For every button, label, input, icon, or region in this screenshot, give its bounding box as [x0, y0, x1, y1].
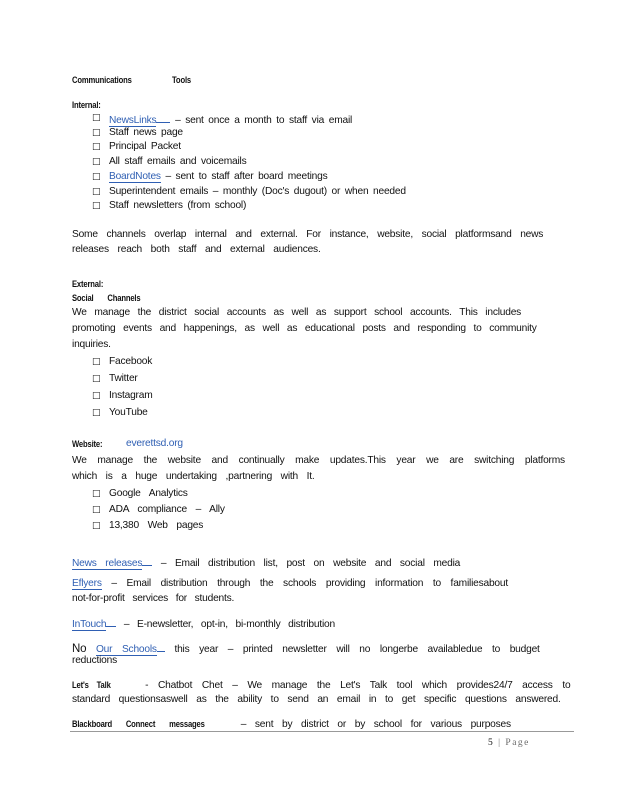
title-right: Tools [172, 75, 191, 85]
page-footer [488, 738, 530, 748]
social-paragraph-line1: We manage the district social accounts as well as support school accounts. This includes [72, 307, 522, 318]
bullet-icon: □ [92, 521, 101, 531]
list-item: Superintendent emails – monthly (Doc's dugout) or when needed [109, 186, 406, 197]
website-label: Website: [72, 439, 103, 449]
intouch-line: InTouch – E-newsletter, opt-in, bi-monthly distribution [72, 616, 335, 631]
website-url-link[interactable]: everettsd.org [126, 438, 183, 449]
lets-talk-label: Let's Talk [72, 680, 111, 690]
social-channels-heading: Social Channels [72, 293, 141, 303]
list-item: YouTube [109, 407, 148, 418]
social-paragraph-line2: promoting events and happenings, as well as educational posts and responding to community [72, 323, 537, 334]
news-releases-line: News releases – Email distribution list, post on website and social media [72, 555, 460, 570]
our-schools-link[interactable]: Our Schools [95, 644, 157, 655]
boardnotes-link[interactable]: BoardNotes [109, 171, 161, 182]
blackboard-line: Blackboard Connect messages – sent by district or by school for various purposes [72, 719, 511, 730]
overlap-note-line2: releases reach both staff and external audiences. [72, 244, 321, 255]
our-schools-line1: No Our Schools this year – printed newsletter will no longerbe availabledue to budget [72, 643, 540, 655]
bullet-icon: □ [92, 201, 101, 211]
lets-talk-line2: standard questionsaswell as the ability to send an email in to get specific questions answered. [72, 694, 561, 705]
intouch-link[interactable]: InTouch [72, 619, 107, 630]
news-releases-link[interactable]: News releases [72, 558, 143, 569]
list-item: 13,380 Web pages [109, 520, 204, 531]
list-item: NewsLinks – sent once a month to staff via email [109, 112, 352, 127]
list-item: Twitter [109, 373, 138, 384]
doc-title-right [172, 74, 191, 86]
social-paragraph-line3: inquiries. [72, 339, 111, 350]
bullet-icon: □ [92, 357, 101, 367]
bullet-icon: □ [92, 142, 101, 152]
bullet-icon: □ [92, 113, 101, 123]
list-item: Google Analytics [109, 488, 188, 499]
bullet-icon: □ [92, 128, 101, 138]
page-number: 5 [488, 738, 495, 748]
bullet-icon: □ [92, 172, 101, 182]
bullet-icon: □ [92, 157, 101, 167]
title-left: Communications [72, 75, 132, 85]
doc-title [72, 74, 132, 86]
bullet-icon: □ [92, 505, 101, 515]
bullet-icon: □ [92, 489, 101, 499]
overlap-note-line1: Some channels overlap internal and external. For instance, website, social platformsand news [72, 229, 544, 240]
lets-talk-line1: Let's Talk - Chatbot Chet – We manage the Let's Talk tool which provides24/7 access to [72, 680, 571, 691]
page-separator: | [498, 738, 502, 748]
list-item: Facebook [109, 356, 153, 367]
bullet-icon: □ [92, 408, 101, 418]
bullet-icon: □ [92, 391, 101, 401]
bullet-icon: □ [92, 374, 101, 384]
eflyers-line2: not-for-profit services for students. [72, 593, 235, 604]
eflyers-line1: Eflyers – Email distribution through the schools providing information to familiesabout [72, 578, 508, 589]
our-schools-line2: reductions [72, 655, 118, 666]
page-word: Page [505, 738, 530, 748]
external-heading: External: [72, 279, 104, 289]
bullet-icon: □ [92, 187, 101, 197]
list-item: Principal Packet [109, 141, 181, 152]
eflyers-link[interactable]: Eflyers [72, 578, 102, 589]
internal-heading: Internal: [72, 100, 101, 110]
list-item: Staff newsletters (from school) [109, 200, 247, 211]
list-item: All staff emails and voicemails [109, 156, 247, 167]
website-paragraph-line2: which is a huge undertaking ,partnering with It. [72, 471, 315, 482]
website-paragraph-line1: We manage the website and continually make updates.This year we are switching platforms [72, 455, 565, 466]
footer-divider [70, 731, 574, 732]
list-item: Instagram [109, 390, 153, 401]
list-item: Staff news page [109, 127, 183, 138]
newslinks-link[interactable]: NewsLinks [109, 115, 157, 126]
list-item: BoardNotes – sent to staff after board meetings [109, 171, 328, 182]
list-item: ADA compliance – Ally [109, 504, 225, 515]
blackboard-label: Blackboard Connect messages [72, 719, 205, 729]
